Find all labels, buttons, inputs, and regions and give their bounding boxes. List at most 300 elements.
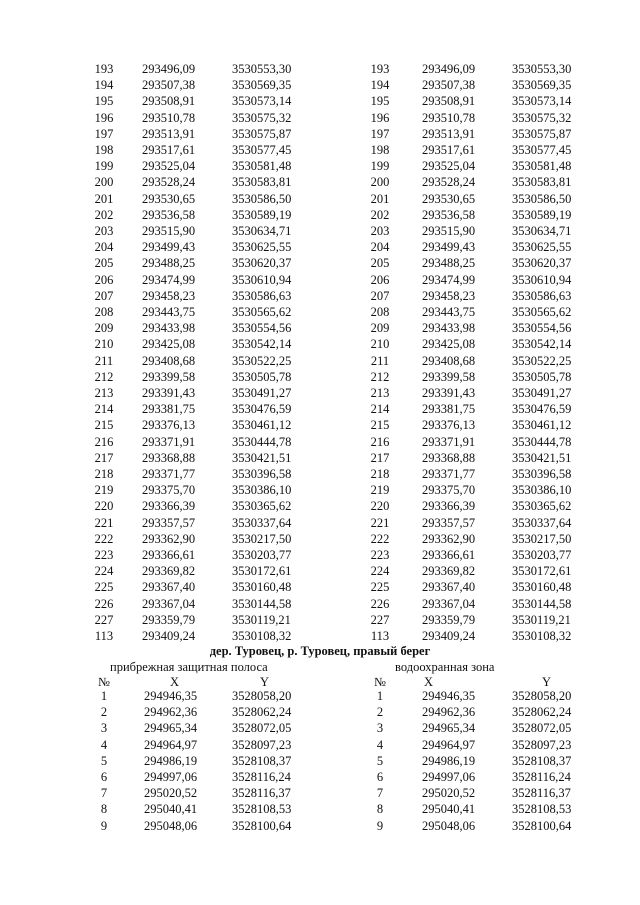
- table-row: [84, 207, 344, 224]
- table-row: [84, 255, 344, 272]
- point-number: 214: [370, 402, 390, 417]
- coord-x: 294965,34: [144, 721, 198, 736]
- point-number: 2: [376, 705, 384, 720]
- coord-x: 293488,25: [422, 256, 476, 271]
- table-row: [360, 304, 620, 321]
- point-number: 204: [370, 240, 390, 255]
- coord-x: 293368,88: [142, 450, 196, 465]
- point-number: 113: [94, 629, 114, 643]
- coord-x: 293367,04: [142, 596, 196, 611]
- coord-y: 3528072,05: [512, 721, 572, 736]
- coord-y: 3530634,71: [232, 224, 292, 238]
- point-number: 213: [94, 386, 114, 400]
- table-row: [84, 434, 344, 451]
- coord-x: 293362,90: [142, 531, 196, 546]
- coord-y: 3528058,20: [232, 689, 292, 703]
- table-row: [84, 385, 344, 402]
- coord-x: 293458,23: [422, 288, 476, 303]
- coord-x: 293375,70: [422, 483, 476, 498]
- table-row: [84, 77, 344, 94]
- coord-x: 293368,88: [422, 450, 476, 465]
- point-number: 5: [376, 753, 384, 768]
- coord-y: 3530575,87: [512, 126, 572, 141]
- table-row: [360, 223, 620, 240]
- coord-x: 293515,90: [142, 224, 196, 238]
- table-row: [84, 579, 344, 596]
- point-number: 212: [370, 369, 390, 384]
- point-number: 219: [94, 483, 114, 498]
- table-row: [360, 498, 620, 515]
- coord-y: 3530203,77: [232, 548, 292, 562]
- point-number: 210: [94, 337, 114, 352]
- point-number: 6: [100, 770, 108, 784]
- table-row: [360, 353, 620, 370]
- point-number: 199: [94, 159, 114, 174]
- table-row: [360, 401, 620, 418]
- table-row: [360, 77, 620, 94]
- point-number: 226: [370, 596, 390, 611]
- coord-x: 293359,79: [142, 612, 196, 627]
- coord-y: 3530625,55: [512, 240, 572, 255]
- coord-y: 3530144,58: [512, 596, 572, 611]
- table-row: [84, 272, 344, 289]
- table-row: [84, 753, 344, 770]
- table-row: [84, 239, 344, 256]
- point-number: 201: [370, 191, 390, 206]
- point-number: 5: [100, 753, 108, 768]
- coord-y: 3530386,10: [512, 483, 572, 498]
- point-number: 196: [370, 110, 390, 125]
- coord-y: 3530337,64: [232, 515, 292, 530]
- point-number: 1: [100, 689, 108, 703]
- point-number: 113: [370, 629, 390, 643]
- table-row: [360, 818, 620, 835]
- coord-x: 294962,36: [422, 705, 476, 720]
- point-number: 213: [370, 386, 390, 400]
- coord-y: 3528116,37: [512, 786, 571, 801]
- coord-y: 3530505,78: [232, 369, 292, 384]
- table-row: [84, 304, 344, 321]
- table-row: [84, 785, 344, 802]
- coord-y: 3530577,45: [512, 143, 572, 157]
- point-number: 221: [370, 515, 390, 530]
- coord-x: 293391,43: [142, 386, 196, 400]
- coord-y: 3530569,35: [512, 78, 572, 93]
- table-row: [84, 612, 344, 629]
- coord-x: 293409,24: [142, 629, 196, 643]
- table-row: [84, 704, 344, 721]
- coord-y: 3528062,24: [232, 705, 292, 720]
- coord-x: 293375,70: [142, 483, 196, 498]
- table-row: [360, 369, 620, 386]
- table-row: [360, 272, 620, 289]
- table-row: [360, 288, 620, 305]
- coord-x: 294986,19: [422, 753, 476, 768]
- coord-y: 3530144,58: [232, 596, 292, 611]
- coord-y: 3530160,48: [512, 580, 572, 595]
- coord-x: 293507,38: [142, 78, 196, 93]
- table-row: [360, 320, 620, 337]
- table-row: [360, 563, 620, 580]
- coord-x: 293507,38: [422, 78, 476, 93]
- point-number: 224: [94, 564, 114, 579]
- coord-y: 3530610,94: [232, 272, 292, 287]
- table-row: [84, 482, 344, 499]
- coord-y: 3530476,59: [232, 402, 292, 417]
- point-number: 200: [94, 175, 114, 190]
- point-number: 4: [100, 737, 108, 752]
- coord-x: 293528,24: [422, 175, 476, 190]
- coord-x: 294997,06: [144, 770, 198, 784]
- point-number: 223: [370, 548, 390, 562]
- table-row: [360, 596, 620, 613]
- coord-y: 3530522,25: [232, 353, 292, 368]
- coord-x: 293367,40: [142, 580, 196, 595]
- point-number: 2: [100, 705, 108, 720]
- point-number: 217: [94, 450, 114, 465]
- point-number: 198: [94, 143, 114, 157]
- coord-x: 293496,09: [142, 62, 196, 76]
- point-number: 216: [94, 434, 114, 449]
- coord-y: 3528062,24: [512, 705, 572, 720]
- section-title: дер. Туровец, р. Туровец, правый берег: [209, 644, 431, 658]
- point-number: 210: [370, 337, 390, 352]
- coord-x: 293513,91: [422, 126, 476, 141]
- point-number: 194: [370, 78, 390, 93]
- table-row: [84, 818, 344, 835]
- coord-x: 293366,61: [142, 548, 196, 562]
- table-row: [360, 579, 620, 596]
- coord-x: 293513,91: [142, 126, 196, 141]
- coord-x: 294964,97: [422, 737, 476, 752]
- table-row: [360, 142, 620, 159]
- coord-x: 293525,04: [142, 159, 196, 174]
- table-row: [84, 596, 344, 613]
- col-header-x: X: [170, 675, 180, 689]
- coord-y: 3530620,37: [512, 256, 572, 271]
- coord-y: 3530108,32: [232, 629, 292, 643]
- point-number: 7: [100, 786, 108, 801]
- col-header-y: Y: [542, 675, 552, 689]
- col-header-number: №: [374, 675, 386, 689]
- point-number: 220: [370, 499, 390, 514]
- coord-x: 293443,75: [422, 305, 476, 319]
- point-number: 3: [100, 721, 108, 736]
- coord-y: 3530421,51: [232, 450, 292, 465]
- point-number: 225: [94, 580, 114, 595]
- col-header-number: №: [98, 675, 110, 689]
- coord-y: 3530586,50: [512, 191, 572, 206]
- coord-x: 293362,90: [422, 531, 476, 546]
- point-number: 227: [370, 612, 390, 627]
- coord-x: 294946,35: [422, 689, 476, 703]
- point-number: 205: [94, 256, 114, 271]
- point-number: 208: [370, 305, 390, 319]
- coord-x: 293381,75: [142, 402, 196, 417]
- coord-x: 293536,58: [422, 207, 476, 222]
- coord-x: 293371,77: [142, 467, 196, 481]
- coord-x: 293371,91: [142, 434, 196, 449]
- table-row: [84, 369, 344, 386]
- point-number: 207: [370, 288, 390, 303]
- coord-y: 3530573,14: [512, 94, 572, 109]
- coord-y: 3530565,62: [232, 305, 292, 319]
- table-row: [84, 498, 344, 515]
- coord-y: 3530396,58: [232, 467, 292, 481]
- point-number: 216: [370, 434, 390, 449]
- coord-y: 3528058,20: [512, 689, 572, 703]
- point-number: 3: [376, 721, 384, 736]
- table-row: [84, 191, 344, 208]
- table-row: [360, 255, 620, 272]
- coord-y: 3528108,37: [232, 753, 292, 768]
- point-number: 208: [94, 305, 114, 319]
- point-number: 212: [94, 369, 114, 384]
- coord-y: 3530172,61: [512, 564, 572, 579]
- coord-x: 294962,36: [144, 705, 198, 720]
- coord-x: 293369,82: [422, 564, 476, 579]
- coord-y: 3530577,45: [232, 143, 292, 157]
- table-row: [84, 450, 344, 467]
- point-number: 227: [94, 612, 114, 627]
- coord-y: 3530337,64: [512, 515, 572, 530]
- point-number: 201: [94, 191, 114, 206]
- coord-x: 294997,06: [422, 770, 476, 784]
- table-row: [360, 126, 620, 143]
- coord-x: 293528,24: [142, 175, 196, 190]
- table-row: [360, 385, 620, 402]
- point-number: 214: [94, 402, 114, 417]
- table-row: [360, 207, 620, 224]
- table-row: [84, 417, 344, 434]
- coord-y: 3530589,19: [232, 207, 292, 222]
- coord-x: 293371,91: [422, 434, 476, 449]
- coord-x: 293496,09: [422, 62, 476, 76]
- point-number: 211: [94, 353, 114, 368]
- coord-y: 3530119,21: [232, 612, 291, 627]
- table-row: [84, 336, 344, 353]
- table-row: [360, 688, 620, 705]
- coord-y: 3530542,14: [232, 337, 292, 352]
- coord-x: 293443,75: [142, 305, 196, 319]
- point-number: 226: [94, 596, 114, 611]
- coord-x: 293515,90: [422, 224, 476, 238]
- coord-x: 293369,82: [142, 564, 196, 579]
- coord-x: 293530,65: [142, 191, 196, 206]
- table-row: [360, 417, 620, 434]
- coord-x: 293367,40: [422, 580, 476, 595]
- coord-x: 293399,58: [142, 369, 196, 384]
- point-number: 202: [94, 207, 114, 222]
- point-number: 203: [370, 224, 390, 238]
- coord-y: 3530625,55: [232, 240, 292, 255]
- table-row: [360, 110, 620, 127]
- coord-x: 293510,78: [142, 110, 196, 125]
- coord-y: 3530386,10: [232, 483, 292, 498]
- table-row: [360, 174, 620, 191]
- coord-y: 3530581,48: [512, 159, 572, 174]
- coord-x: 293488,25: [142, 256, 196, 271]
- coord-x: 293510,78: [422, 110, 476, 125]
- coord-x: 295040,41: [422, 802, 476, 817]
- table-row: [84, 126, 344, 143]
- coord-x: 293366,61: [422, 548, 476, 562]
- point-number: 199: [370, 159, 390, 174]
- table-row: [84, 110, 344, 127]
- point-number: 197: [94, 126, 114, 141]
- point-number: 220: [94, 499, 114, 514]
- table-row: [84, 688, 344, 705]
- coord-x: 294986,19: [144, 753, 198, 768]
- coord-y: 3528108,53: [512, 802, 572, 817]
- coord-y: 3530575,32: [512, 110, 572, 125]
- col-header-y: Y: [260, 675, 270, 689]
- coord-x: 293499,43: [422, 240, 476, 255]
- coord-x: 293408,68: [142, 353, 196, 368]
- coord-y: 3528100,64: [512, 818, 572, 833]
- coord-y: 3530522,25: [512, 353, 572, 368]
- coord-y: 3530491,27: [232, 386, 292, 400]
- coord-y: 3530491,27: [512, 386, 572, 400]
- point-number: 218: [94, 467, 114, 481]
- table-row: [84, 142, 344, 159]
- coord-x: 293367,04: [422, 596, 476, 611]
- table-row: [360, 434, 620, 451]
- coord-y: 3530581,48: [232, 159, 292, 174]
- table-row: [360, 531, 620, 548]
- coord-x: 293425,08: [422, 337, 476, 352]
- coord-x: 293425,08: [142, 337, 196, 352]
- coord-y: 3530565,62: [512, 305, 572, 319]
- coord-x: 293359,79: [422, 612, 476, 627]
- coord-y: 3530421,51: [512, 450, 572, 465]
- table-row: [84, 353, 344, 370]
- table-row: [84, 563, 344, 580]
- coord-y: 3530586,50: [232, 191, 292, 206]
- coord-y: 3530396,58: [512, 467, 572, 481]
- table-row: [84, 158, 344, 175]
- point-number: 9: [100, 818, 108, 833]
- point-number: 195: [370, 94, 390, 109]
- coord-x: 293381,75: [422, 402, 476, 417]
- table-row: [84, 320, 344, 337]
- coord-x: 293408,68: [422, 353, 476, 368]
- table-row: [360, 450, 620, 467]
- coord-y: 3530554,56: [512, 321, 572, 336]
- point-number: 215: [94, 418, 114, 433]
- point-number: 194: [94, 78, 114, 93]
- coord-y: 3530634,71: [512, 224, 572, 238]
- coord-y: 3528108,37: [512, 753, 572, 768]
- table-row: [360, 801, 620, 818]
- coord-y: 3530444,78: [232, 434, 292, 449]
- table-row: [84, 93, 344, 110]
- table-row: [84, 174, 344, 191]
- coord-y: 3530217,50: [232, 531, 292, 546]
- coord-y: 3530586,63: [232, 288, 292, 303]
- col-header-x: X: [424, 675, 434, 689]
- point-number: 206: [94, 272, 114, 287]
- coord-y: 3528100,64: [232, 818, 292, 833]
- coord-y: 3530586,63: [512, 288, 572, 303]
- table-row: [84, 547, 344, 564]
- point-number: 218: [370, 467, 390, 481]
- coord-x: 293376,13: [422, 418, 476, 433]
- table-row: [84, 737, 344, 754]
- point-number: 202: [370, 207, 390, 222]
- coord-y: 3528116,24: [512, 770, 571, 784]
- point-number: 219: [370, 483, 390, 498]
- coord-x: 295048,06: [422, 818, 476, 833]
- coord-y: 3530119,21: [512, 612, 571, 627]
- table-row: [360, 158, 620, 175]
- coord-x: 293376,13: [142, 418, 196, 433]
- coord-y: 3530620,37: [232, 256, 292, 271]
- table-row: [360, 191, 620, 208]
- point-number: 200: [370, 175, 390, 190]
- point-number: 224: [370, 564, 390, 579]
- coord-x: 293517,61: [422, 143, 476, 157]
- table-row: [84, 720, 344, 737]
- coord-y: 3530575,87: [232, 126, 292, 141]
- coord-y: 3530610,94: [512, 272, 572, 287]
- coord-x: 293357,57: [422, 515, 476, 530]
- coord-y: 3530203,77: [512, 548, 572, 562]
- coord-x: 293536,58: [142, 207, 196, 222]
- coord-x: 293474,99: [142, 272, 196, 287]
- coord-y: 3530575,32: [232, 110, 292, 125]
- point-number: 203: [94, 224, 114, 238]
- table-row: [360, 482, 620, 499]
- point-number: 209: [94, 321, 114, 336]
- point-number: 193: [370, 62, 390, 76]
- point-number: 8: [376, 802, 384, 817]
- coord-y: 3530542,14: [512, 337, 572, 352]
- coord-x: 293530,65: [422, 191, 476, 206]
- coord-y: 3530172,61: [232, 564, 292, 579]
- point-number: 7: [376, 786, 384, 801]
- coord-y: 3528097,23: [232, 737, 292, 752]
- table-row: [360, 612, 620, 629]
- coord-x: 295020,52: [422, 786, 476, 801]
- coord-x: 293371,77: [422, 467, 476, 481]
- point-number: 193: [94, 62, 114, 76]
- table-row: [84, 769, 344, 786]
- point-number: 221: [94, 515, 114, 530]
- point-number: 211: [370, 353, 390, 368]
- point-number: 6: [376, 770, 384, 784]
- coord-x: 293391,43: [422, 386, 476, 400]
- coord-y: 3528072,05: [232, 721, 292, 736]
- coord-x: 293525,04: [422, 159, 476, 174]
- point-number: 1: [376, 689, 384, 703]
- table-row: [360, 753, 620, 770]
- coord-x: 295048,06: [144, 818, 198, 833]
- coord-y: 3530573,14: [232, 94, 292, 109]
- point-number: 223: [94, 548, 114, 562]
- point-number: 205: [370, 256, 390, 271]
- coord-x: 293433,98: [422, 321, 476, 336]
- table-row: [360, 466, 620, 483]
- point-number: 215: [370, 418, 390, 433]
- table-row: [84, 61, 344, 78]
- left-subheading: прибрежная защитная полоса: [110, 660, 268, 674]
- point-number: 204: [94, 240, 114, 255]
- coord-y: 3530476,59: [512, 402, 572, 417]
- point-number: 4: [376, 737, 384, 752]
- table-row: [84, 515, 344, 532]
- coord-y: 3530583,81: [512, 175, 572, 190]
